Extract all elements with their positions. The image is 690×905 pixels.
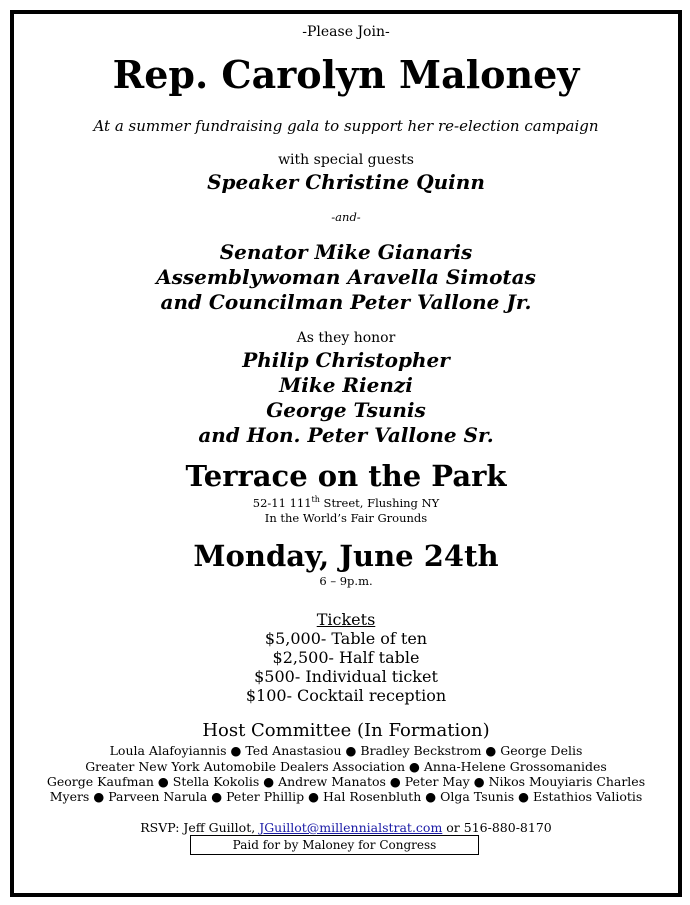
honoree-name: Philip Christopher (242, 348, 450, 372)
event-date: Monday, June 24th (193, 539, 499, 573)
honoree-name: George Tsunis (266, 398, 426, 422)
guest-name: Senator Mike Gianaris (219, 240, 473, 264)
host-committee-line: George Kaufman ● Stella Kokolis ● Andrew Manatos ● Peter May ● Nikos Mouyiaris Charles (46, 774, 646, 789)
tickets-heading: Tickets (316, 610, 376, 629)
venue-name: Terrace on the Park (185, 459, 507, 493)
host-committee-heading: Host Committee (In Formation) (202, 720, 490, 741)
host-committee-line: Greater New York Automobile Dealers Association ● Anna-Helene Grossomanides (85, 759, 607, 774)
rsvp-line: RSVP: Jeff Guillot, JGuillot@millennialstrat.com or 516-880-8170 (140, 820, 552, 835)
venue-address: 52-11 111th Street, Flushing NY (252, 495, 440, 510)
guest-name: Assemblywoman Aravella Simotas (156, 265, 536, 289)
page-title: Rep. Carolyn Maloney (112, 52, 580, 97)
honoree-name: and Hon. Peter Vallone Sr. (198, 423, 494, 447)
event-time: 6 – 9p.m. (319, 574, 373, 588)
and-separator: -and- (331, 210, 361, 224)
special-guests-intro: with special guests (278, 152, 414, 168)
paid-for-disclaimer: Paid for by Maloney for Congress (190, 835, 479, 855)
subtitle: At a summer fundraising gala to support her re-election campaign (93, 117, 599, 135)
venue-location: In the World’s Fair Grounds (264, 511, 428, 525)
special-guest-name: Speaker Christine Quinn (207, 170, 485, 194)
honor-intro: As they honor (296, 330, 396, 346)
ticket-item: $100- Cocktail reception (245, 686, 447, 705)
host-committee-line: Loula Alafoyiannis ● Ted Anastasiou ● Bradley Beckstrom ● George Delis (109, 743, 583, 758)
honoree-name: Mike Rienzi (279, 373, 413, 397)
guest-name: and Councilman Peter Vallone Jr. (160, 290, 532, 314)
ticket-item: $2,500- Half table (272, 648, 420, 667)
rsvp-email-link[interactable]: JGuillot@millennialstrat.com (259, 820, 443, 835)
host-committee-line: Myers ● Parveen Narula ● Peter Phillip ● Hal Rosenbluth ● Olga Tsunis ● Estathios Valiotis (49, 789, 643, 804)
ticket-item: $500- Individual ticket (254, 667, 438, 686)
ticket-item: $5,000- Table of ten (264, 629, 428, 648)
intro-text: -Please Join- (302, 24, 390, 40)
